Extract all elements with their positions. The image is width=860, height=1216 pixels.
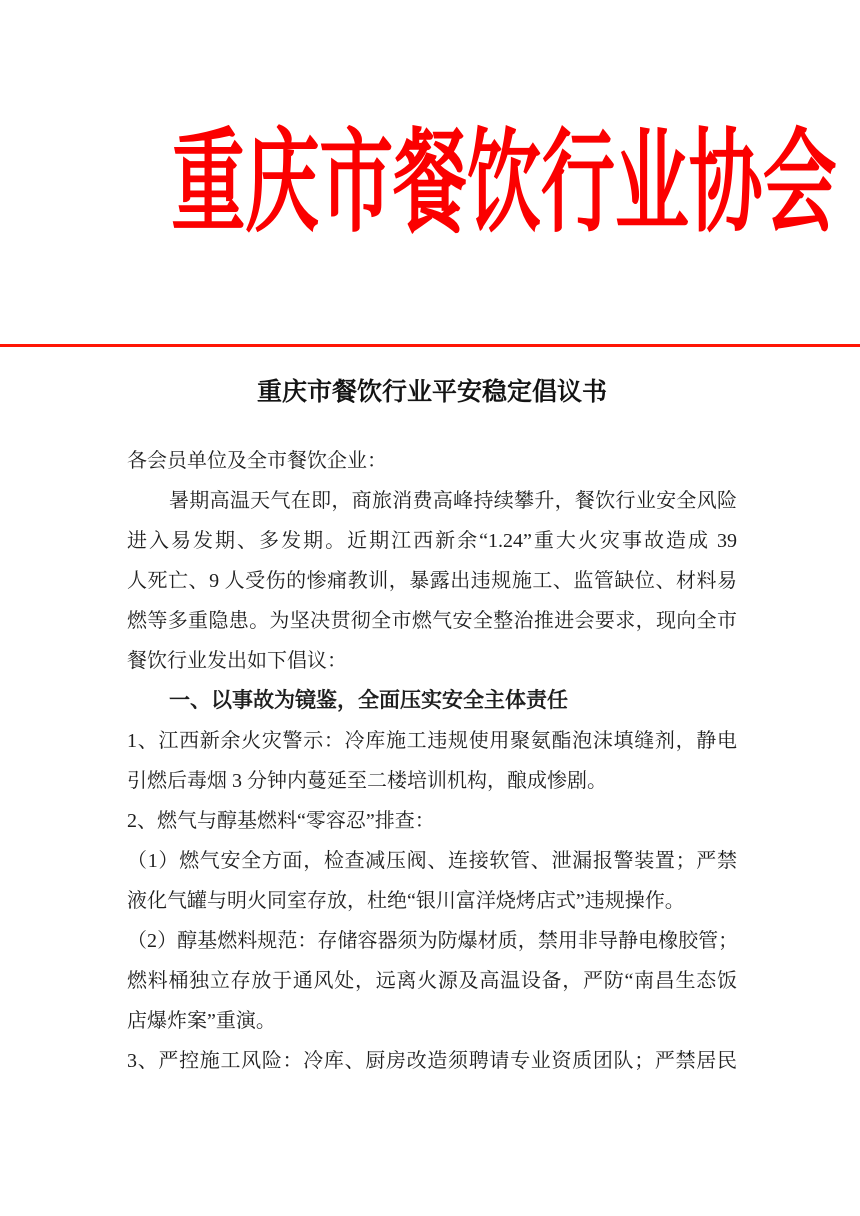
document-line-15: 店爆炸案”重演。 [127, 1010, 276, 1032]
document-line-6: 餐饮行业发出如下倡议： [127, 650, 347, 672]
document-line-3: 进入易发期、多发期。近期江西新余“1.24”重大火灾事故造成 39 [127, 530, 737, 552]
document-line-13: （2）醇基燃料规范：存储容器须为防爆材质，禁用非导静电橡胶管； [127, 930, 737, 952]
document-line-9: 引燃后毒烟 3 分钟内蔓延至二楼培训机构，酿成惨剧。 [127, 770, 607, 792]
document-line-7: 一、以事故为镜鉴，全面压实安全主体责任 [169, 689, 568, 712]
document-line-1: 各会员单位及全市餐饮企业： [127, 450, 387, 472]
document-line-12: 液化气罐与明火同室存放，杜绝“银川富洋烧烤店式”违规操作。 [127, 890, 685, 912]
letterhead-banner [0, 118, 860, 250]
document-line-16: 3、严控施工风险：冷库、厨房改造须聘请专业资质团队；严禁居民 [127, 1050, 737, 1072]
document-title: 重庆市餐饮行业平安稳定倡议书 [256, 378, 607, 406]
document-line-5: 燃等多重隐患。为坚决贯彻全市燃气安全整治推进会要求，现向全市 [127, 610, 737, 632]
document-line-4: 人死亡、9 人受伤的惨痛教训，暴露出违规施工、监管缺位、材料易 [127, 570, 737, 592]
document-line-14: 燃料桶独立存放于通风处，远离火源及高温设备，严防“南昌生态饭 [127, 970, 737, 992]
document-body [127, 441, 737, 1081]
document-line-11: （1）燃气安全方面，检查减压阀、连接软管、泄漏报警装置；严禁 [127, 850, 737, 872]
letterhead-org-name: 重庆市餐饮行业协会 [171, 122, 837, 246]
document-line-2: 暑期高温天气在即，商旅消费高峰持续攀升，餐饮行业安全风险 [169, 490, 737, 512]
letterhead-rule [0, 344, 860, 347]
document-line-10: 2、燃气与醇基燃料“零容忍”排查： [127, 810, 435, 832]
document-line-8: 1、江西新余火灾警示：冷库施工违规使用聚氨酯泡沫填缝剂，静电 [127, 730, 737, 752]
